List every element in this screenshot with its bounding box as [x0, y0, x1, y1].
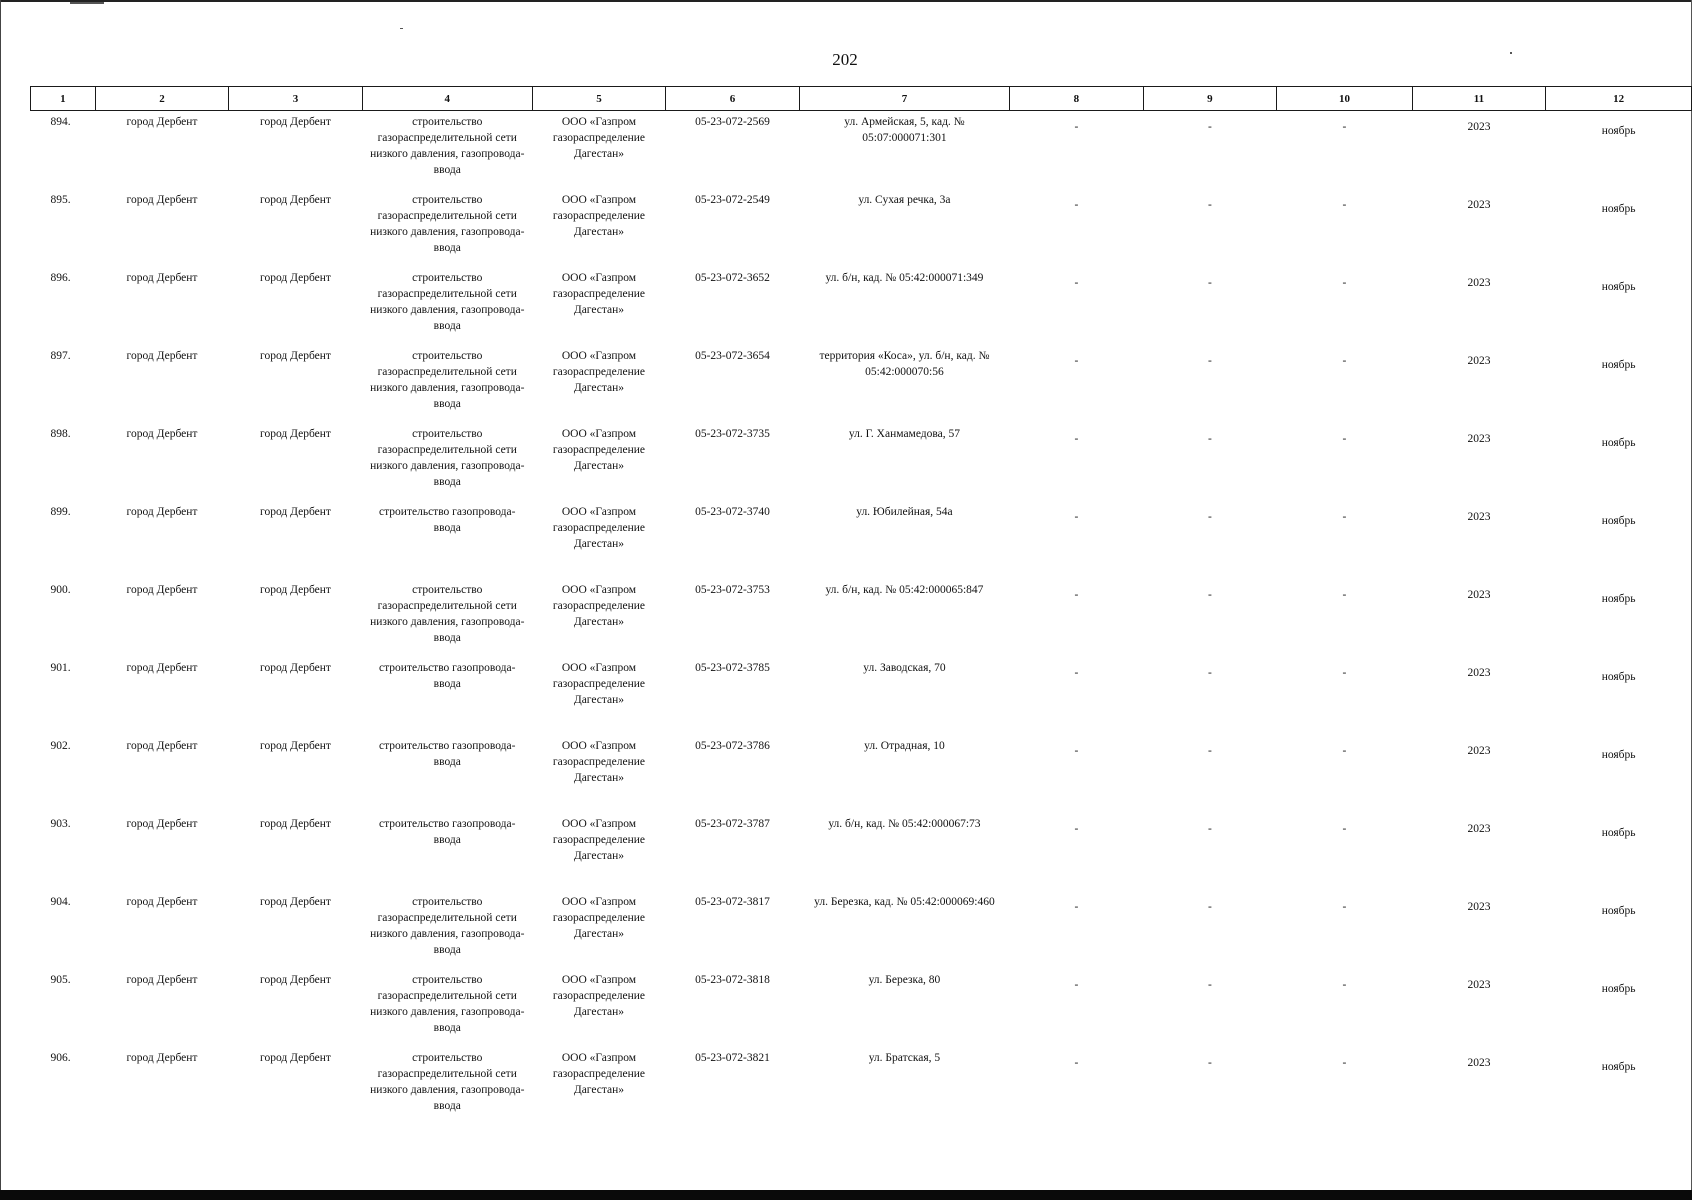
code-cell: 05-23-072-3735 [695, 427, 770, 440]
settlement-cell: город Дербент [260, 739, 331, 752]
column-10-cell: - [1342, 822, 1347, 835]
month-cell: ноябрь [1601, 904, 1636, 917]
year-cell: 2023 [1467, 510, 1491, 523]
code-cell: 05-23-072-3817 [695, 895, 770, 908]
settlement-cell: город Дербент [260, 583, 331, 596]
settlement-cell: город Дербент [260, 895, 331, 908]
column-9-cell: - [1207, 276, 1212, 289]
table-row [31, 111, 1692, 189]
column-header: 11 [1412, 87, 1546, 111]
settlement-cell: город Дербент [260, 427, 331, 440]
column-header: 3 [229, 87, 363, 111]
column-10-cell: - [1342, 276, 1347, 289]
column-header: 6 [666, 87, 800, 111]
code-cell: 05-23-072-3654 [695, 349, 770, 362]
column-8-cell: - [1074, 1056, 1079, 1069]
address-cell: ул. б/н, кад. № 05:42:000067:73 [828, 817, 981, 830]
address-cell: ул. Г. Ханмамедова, 57 [848, 427, 961, 440]
column-header: 9 [1143, 87, 1277, 111]
column-header: 4 [362, 87, 532, 111]
column-9-cell: - [1207, 432, 1212, 445]
code-cell: 05-23-072-2549 [695, 193, 770, 206]
scan-border-top [0, 0, 1692, 2]
scan-speck [1510, 52, 1512, 54]
year-cell: 2023 [1467, 744, 1491, 757]
header-row [31, 87, 1692, 111]
column-8-cell: - [1074, 822, 1079, 835]
municipality-cell: город Дербент [126, 193, 198, 206]
month-cell: ноябрь [1601, 826, 1636, 839]
year-cell: 2023 [1467, 588, 1491, 601]
row-number: 903. [50, 817, 71, 830]
column-10-cell: - [1342, 588, 1347, 601]
column-10-cell: - [1342, 510, 1347, 523]
settlement-cell: город Дербент [260, 661, 331, 674]
work-description-cell: строительство газораспределительной сети низкого давления, газопровода-ввода [370, 895, 525, 956]
month-cell: ноябрь [1601, 514, 1636, 527]
municipality-cell: город Дербент [126, 739, 198, 752]
municipality-cell: город Дербент [126, 116, 198, 128]
organization-cell: ООО «Газпром газораспределение Дагестан» [552, 895, 645, 940]
work-description-cell: строительство газопровода-ввода [379, 661, 516, 690]
code-cell: 05-23-072-3740 [695, 505, 770, 518]
organization-cell: ООО «Газпром газораспределение Дагестан» [552, 349, 645, 394]
table-row [31, 423, 1692, 501]
row-number: 894. [50, 116, 71, 128]
address-cell: ул. б/н, кад. № 05:42:000071:349 [825, 271, 984, 284]
column-header: 1 [31, 87, 96, 111]
organization-cell: ООО «Газпром газораспределение Дагестан» [552, 661, 645, 706]
table-row [31, 657, 1692, 735]
column-9-cell: - [1207, 822, 1212, 835]
month-cell: ноябрь [1601, 670, 1636, 683]
year-cell: 2023 [1467, 354, 1491, 367]
municipality-cell: город Дербент [126, 1051, 198, 1064]
work-description-cell: строительство газопровода-ввода [379, 739, 516, 768]
settlement-cell: город Дербент [260, 193, 331, 206]
column-header: 12 [1546, 87, 1692, 111]
row-number: 902. [50, 739, 71, 752]
address-cell: ул. Березка, 80 [868, 973, 941, 986]
scan-speck [400, 28, 403, 29]
column-8-cell: - [1074, 276, 1079, 289]
column-10-cell: - [1342, 432, 1347, 445]
organization-cell: ООО «Газпром газораспределение Дагестан» [552, 1051, 645, 1096]
organization-cell: ООО «Газпром газораспределение Дагестан» [552, 973, 645, 1018]
code-cell: 05-23-072-3818 [695, 973, 770, 986]
scan-border-bottom [0, 1190, 1692, 1200]
column-header: 2 [95, 87, 229, 111]
month-cell: ноябрь [1601, 202, 1636, 215]
work-description-cell: строительство газопровода-ввода [379, 505, 516, 534]
column-8-cell: - [1074, 354, 1079, 367]
municipality-cell: город Дербент [126, 817, 198, 830]
municipality-cell: город Дербент [126, 973, 198, 986]
municipality-cell: город Дербент [126, 427, 198, 440]
month-cell: ноябрь [1601, 358, 1636, 371]
column-8-cell: - [1074, 744, 1079, 757]
row-number: 895. [50, 193, 71, 206]
table-row [31, 735, 1692, 813]
column-9-cell: - [1207, 121, 1212, 133]
municipality-cell: город Дербент [126, 349, 198, 362]
work-description-cell: строительство газопровода-ввода [379, 817, 516, 846]
settlement-cell: город Дербент [260, 817, 331, 830]
address-cell: ул. Армейская, 5, кад. № 05:07:000071:301 [844, 116, 965, 144]
year-cell: 2023 [1467, 822, 1491, 835]
register-table [30, 86, 1692, 1125]
municipality-cell: город Дербент [126, 271, 198, 284]
year-cell: 2023 [1467, 900, 1491, 913]
column-8-cell: - [1074, 588, 1079, 601]
table-row [31, 267, 1692, 345]
year-cell: 2023 [1467, 198, 1491, 211]
column-8-cell: - [1074, 198, 1079, 211]
scan-border-left [0, 0, 1, 1190]
column-10-cell: - [1342, 354, 1347, 367]
year-cell: 2023 [1467, 1056, 1491, 1069]
column-8-cell: - [1074, 432, 1079, 445]
column-8-cell: - [1074, 978, 1079, 991]
column-10-cell: - [1342, 978, 1347, 991]
table-row [31, 345, 1692, 423]
column-10-cell: - [1342, 198, 1347, 211]
month-cell: ноябрь [1601, 982, 1636, 995]
work-description-cell: строительство газораспределительной сети низкого давления, газопровода-ввода [370, 583, 525, 644]
column-8-cell: - [1074, 121, 1079, 133]
organization-cell: ООО «Газпром газораспределение Дагестан» [552, 427, 645, 472]
settlement-cell: город Дербент [260, 1051, 331, 1064]
column-10-cell: - [1342, 121, 1347, 133]
code-cell: 05-23-072-3787 [695, 817, 770, 830]
row-number: 905. [50, 973, 71, 986]
address-cell: территория «Коса», ул. б/н, кад. № 05:42:000070:56 [819, 349, 990, 378]
row-number: 897. [50, 349, 71, 362]
table-row [31, 189, 1692, 267]
code-cell: 05-23-072-3785 [695, 661, 770, 674]
table-row [31, 501, 1692, 579]
column-9-cell: - [1207, 744, 1212, 757]
address-cell: ул. б/н, кад. № 05:42:000065:847 [825, 583, 984, 596]
code-cell: 05-23-072-3652 [695, 271, 770, 284]
municipality-cell: город Дербент [126, 895, 198, 908]
organization-cell: ООО «Газпром газораспределение Дагестан» [552, 271, 645, 316]
column-9-cell: - [1207, 198, 1212, 211]
column-header: 10 [1277, 87, 1413, 111]
organization-cell: ООО «Газпром газораспределение Дагестан» [552, 193, 645, 238]
column-9-cell: - [1207, 588, 1212, 601]
column-10-cell: - [1342, 900, 1347, 913]
row-number: 899. [50, 505, 71, 518]
municipality-cell: город Дербент [126, 505, 198, 518]
settlement-cell: город Дербент [260, 505, 331, 518]
month-cell: ноябрь [1601, 1060, 1636, 1073]
work-description-cell: строительство газораспределительной сети низкого давления, газопровода-ввода [370, 427, 525, 488]
column-10-cell: - [1342, 666, 1347, 679]
column-8-cell: - [1074, 666, 1079, 679]
month-cell: ноябрь [1601, 592, 1636, 605]
work-description-cell: строительство газораспределительной сети низкого давления, газопровода-ввода [370, 1051, 525, 1112]
month-cell: ноябрь [1601, 125, 1636, 137]
address-cell: ул. Братская, 5 [868, 1051, 941, 1064]
year-cell: 2023 [1467, 666, 1491, 679]
code-cell: 05-23-072-3821 [695, 1051, 770, 1064]
work-description-cell: строительство газораспределительной сети низкого давления, газопровода-ввода [370, 193, 525, 254]
scan-speck [70, 2, 104, 4]
code-cell: 05-23-072-2569 [695, 116, 770, 128]
column-10-cell: - [1342, 1056, 1347, 1069]
address-cell: ул. Сухая речка, 3а [858, 193, 951, 206]
work-description-cell: строительство газораспределительной сети низкого давления, газопровода-ввода [370, 116, 525, 176]
month-cell: ноябрь [1601, 436, 1636, 449]
settlement-cell: город Дербент [260, 349, 331, 362]
address-cell: ул. Юбилейная, 54а [856, 505, 953, 518]
table-row [31, 813, 1692, 891]
work-description-cell: строительство газораспределительной сети низкого давления, газопровода-ввода [370, 271, 525, 332]
month-cell: ноябрь [1601, 280, 1636, 293]
column-9-cell: - [1207, 666, 1212, 679]
year-cell: 2023 [1467, 276, 1491, 289]
column-9-cell: - [1207, 900, 1212, 913]
row-number: 898. [50, 427, 71, 440]
row-number: 896. [50, 271, 71, 284]
code-cell: 05-23-072-3753 [695, 583, 770, 596]
year-cell: 2023 [1467, 978, 1491, 991]
organization-cell: ООО «Газпром газораспределение Дагестан» [552, 116, 645, 160]
month-cell: ноябрь [1601, 748, 1636, 761]
municipality-cell: город Дербент [126, 583, 198, 596]
column-header: 7 [799, 87, 1009, 111]
row-number: 901. [50, 661, 71, 674]
address-cell: ул. Березка, кад. № 05:42:000069:460 [814, 895, 995, 908]
column-9-cell: - [1207, 510, 1212, 523]
table-row [31, 1047, 1692, 1125]
table-row [31, 969, 1692, 1047]
column-9-cell: - [1207, 354, 1212, 367]
organization-cell: ООО «Газпром газораспределение Дагестан» [552, 583, 645, 628]
settlement-cell: город Дербент [260, 116, 331, 128]
code-cell: 05-23-072-3786 [695, 739, 770, 752]
column-header: 5 [532, 87, 666, 111]
year-cell: 2023 [1467, 121, 1491, 133]
address-cell: ул. Заводская, 70 [863, 661, 946, 674]
settlement-cell: город Дербент [260, 973, 331, 986]
organization-cell: ООО «Газпром газораспределение Дагестан» [552, 817, 645, 862]
address-cell: ул. Отрадная, 10 [864, 739, 945, 752]
column-9-cell: - [1207, 978, 1212, 991]
year-cell: 2023 [1467, 432, 1491, 445]
work-description-cell: строительство газораспределительной сети низкого давления, газопровода-ввода [370, 973, 525, 1034]
municipality-cell: город Дербент [126, 661, 198, 674]
page-number: 202 [832, 50, 858, 69]
column-8-cell: - [1074, 510, 1079, 523]
table-row [31, 891, 1692, 969]
organization-cell: ООО «Газпром газораспределение Дагестан» [552, 739, 645, 784]
column-8-cell: - [1074, 900, 1079, 913]
column-10-cell: - [1342, 744, 1347, 757]
row-number: 906. [50, 1051, 71, 1064]
table-row [31, 579, 1692, 657]
work-description-cell: строительство газораспределительной сети низкого давления, газопровода-ввода [370, 349, 525, 410]
row-number: 900. [50, 583, 71, 596]
organization-cell: ООО «Газпром газораспределение Дагестан» [552, 505, 645, 550]
column-9-cell: - [1207, 1056, 1212, 1069]
column-header: 8 [1010, 87, 1144, 111]
settlement-cell: город Дербент [260, 271, 331, 284]
row-number: 904. [50, 895, 71, 908]
